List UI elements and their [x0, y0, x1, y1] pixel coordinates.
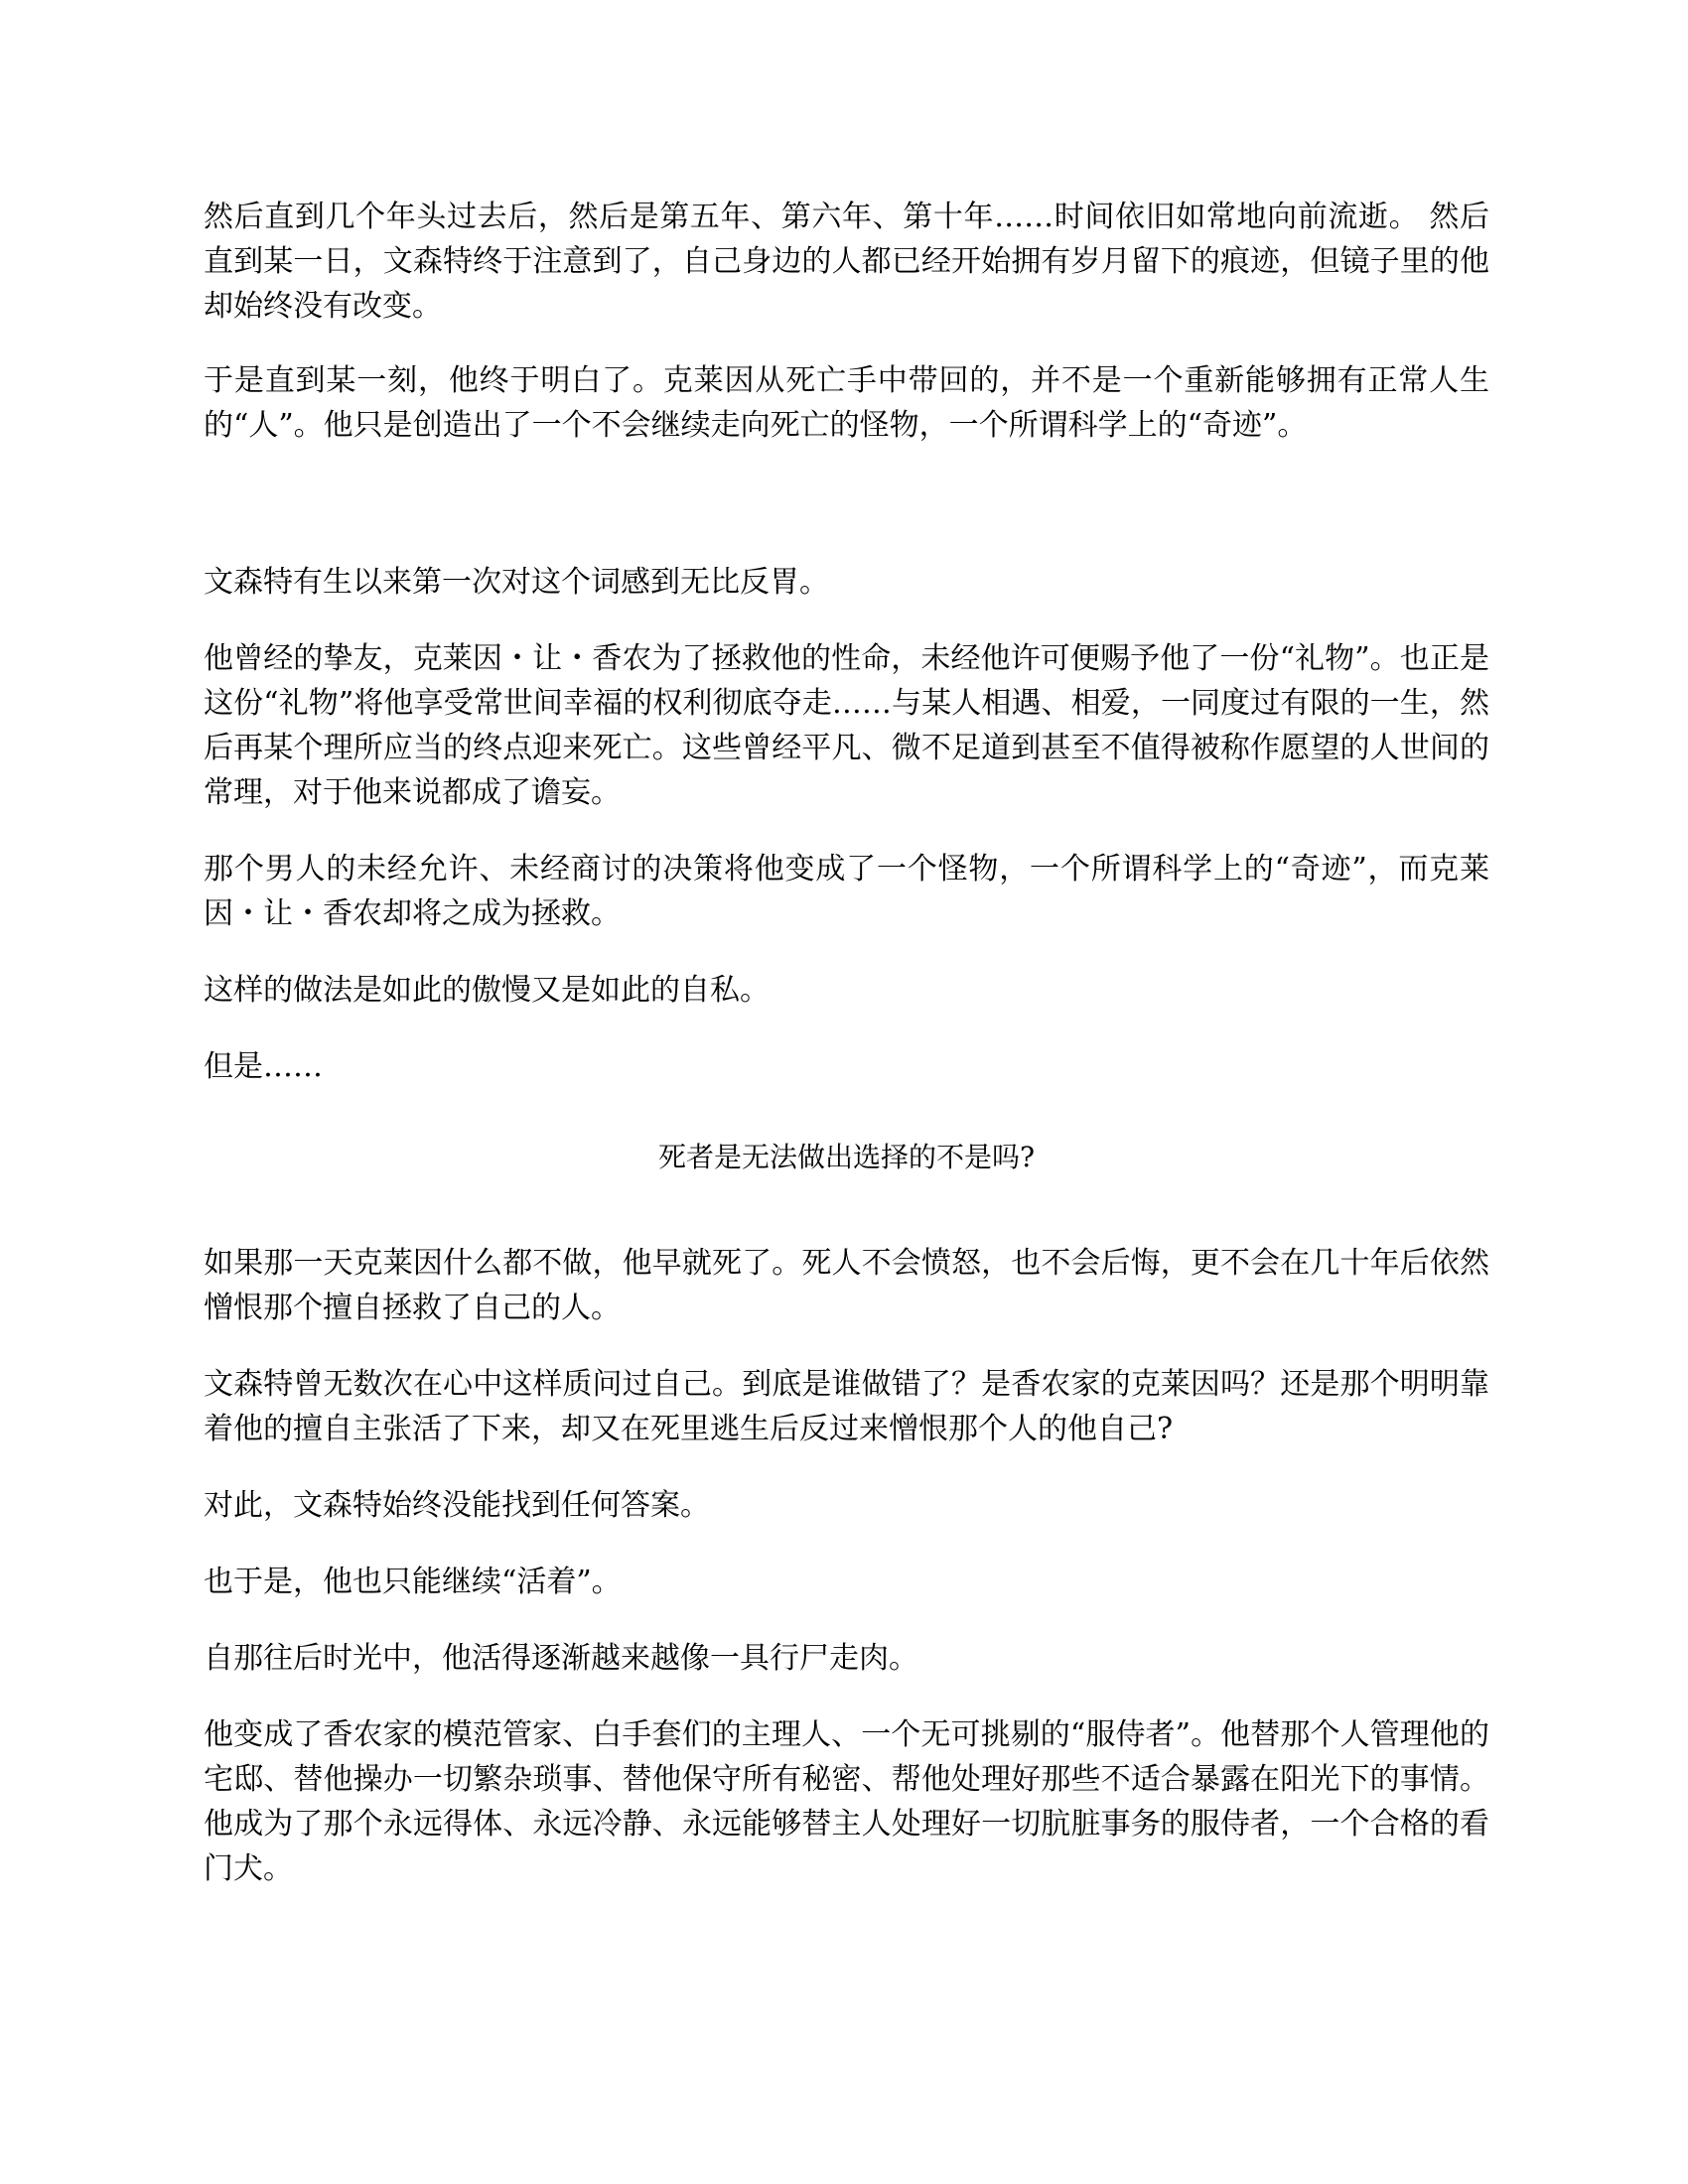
- paragraph-13: 他变成了香农家的模范管家、白手套们的主理人、一个无可挑剔的“服侍者”。他替那个人管理他的宅邸、替他操办一切繁杂琐事、替他保守所有秘密、帮他处理好那些不适合暴露在阳光下的事情。他成为了那个永远得体、永远冷静、永远能够替主人处理好一切肮脏事务的服侍者，一个合格的看门犬。: [204, 1717, 1489, 1886]
- paragraph-4: 他曾经的挚友，克莱因・让・香农为了拯救他的性命，未经他许可便赐予他了一份“礼物”。也正是这份“礼物”将他享受常世间幸福的权利彻底夺走……与某人相遇、相爱，一同度过有限的一生，然后再某个理所应当的终点迎来死亡。这些曾经平凡、微不足道到甚至不值得被称作愿望的人世间的常理，对于他来说都成了谵妄。: [204, 641, 1489, 810]
- centered-question: 死者是无法做出选择的不是吗?: [657, 1141, 1035, 1173]
- paragraph-9: 文森特曾无数次在心中这样质问过自己。到底是谁做错了？是香农家的克莱因吗？还是那个明明靠着他的擅自主张活了下来，却又在死里逃生后反过来憎恨那个人的他自己?: [204, 1367, 1489, 1446]
- paragraph-11: 也于是，他也只能继续“活着”。: [204, 1565, 622, 1599]
- paragraph-10: 对此，文森特始终没能找到任何答案。: [204, 1488, 710, 1523]
- paragraph-3: 文森特有生以来第一次对这个词感到无比反胃。: [204, 565, 829, 600]
- paragraph-12: 自那往后时光中，他活得逐渐越来越像一具行尸走肉。: [204, 1641, 918, 1676]
- paragraph-8: 如果那一天克莱因什么都不做，他早就死了。死人不会愤怒，也不会后悔，更不会在几十年后依然憎恨那个擅自拯救了自己的人。: [204, 1246, 1489, 1325]
- paragraph-6: 这样的做法是如此的傲慢又是如此的自私。: [204, 973, 770, 1008]
- paragraph-2: 于是直到某一刻，他终于明白了。克莱因从死亡手中带回的，并不是一个重新能够拥有正常人生的“人”。他只是创造出了一个不会继续走向死亡的怪物，一个所谓科学上的“奇迹”。: [204, 363, 1489, 443]
- paragraph-5: 那个男人的未经允许、未经商讨的决策将他变成了一个怪物，一个所谓科学上的“奇迹”，而克莱因・让・香农却将之成为拯救。: [204, 852, 1489, 931]
- document-body: [204, 195, 1489, 1891]
- paragraph-7: 但是……: [204, 1049, 323, 1084]
- paragraph-1: 然后直到几个年头过去后，然后是第五年、第六年、第十年……时间依旧如常地向前流逝。 然后直到某一日，文森特终于注意到了，自己身边的人都已经开始拥有岁月留下的痕迹，但镜子里的他却始终没有改变。: [204, 200, 1489, 324]
